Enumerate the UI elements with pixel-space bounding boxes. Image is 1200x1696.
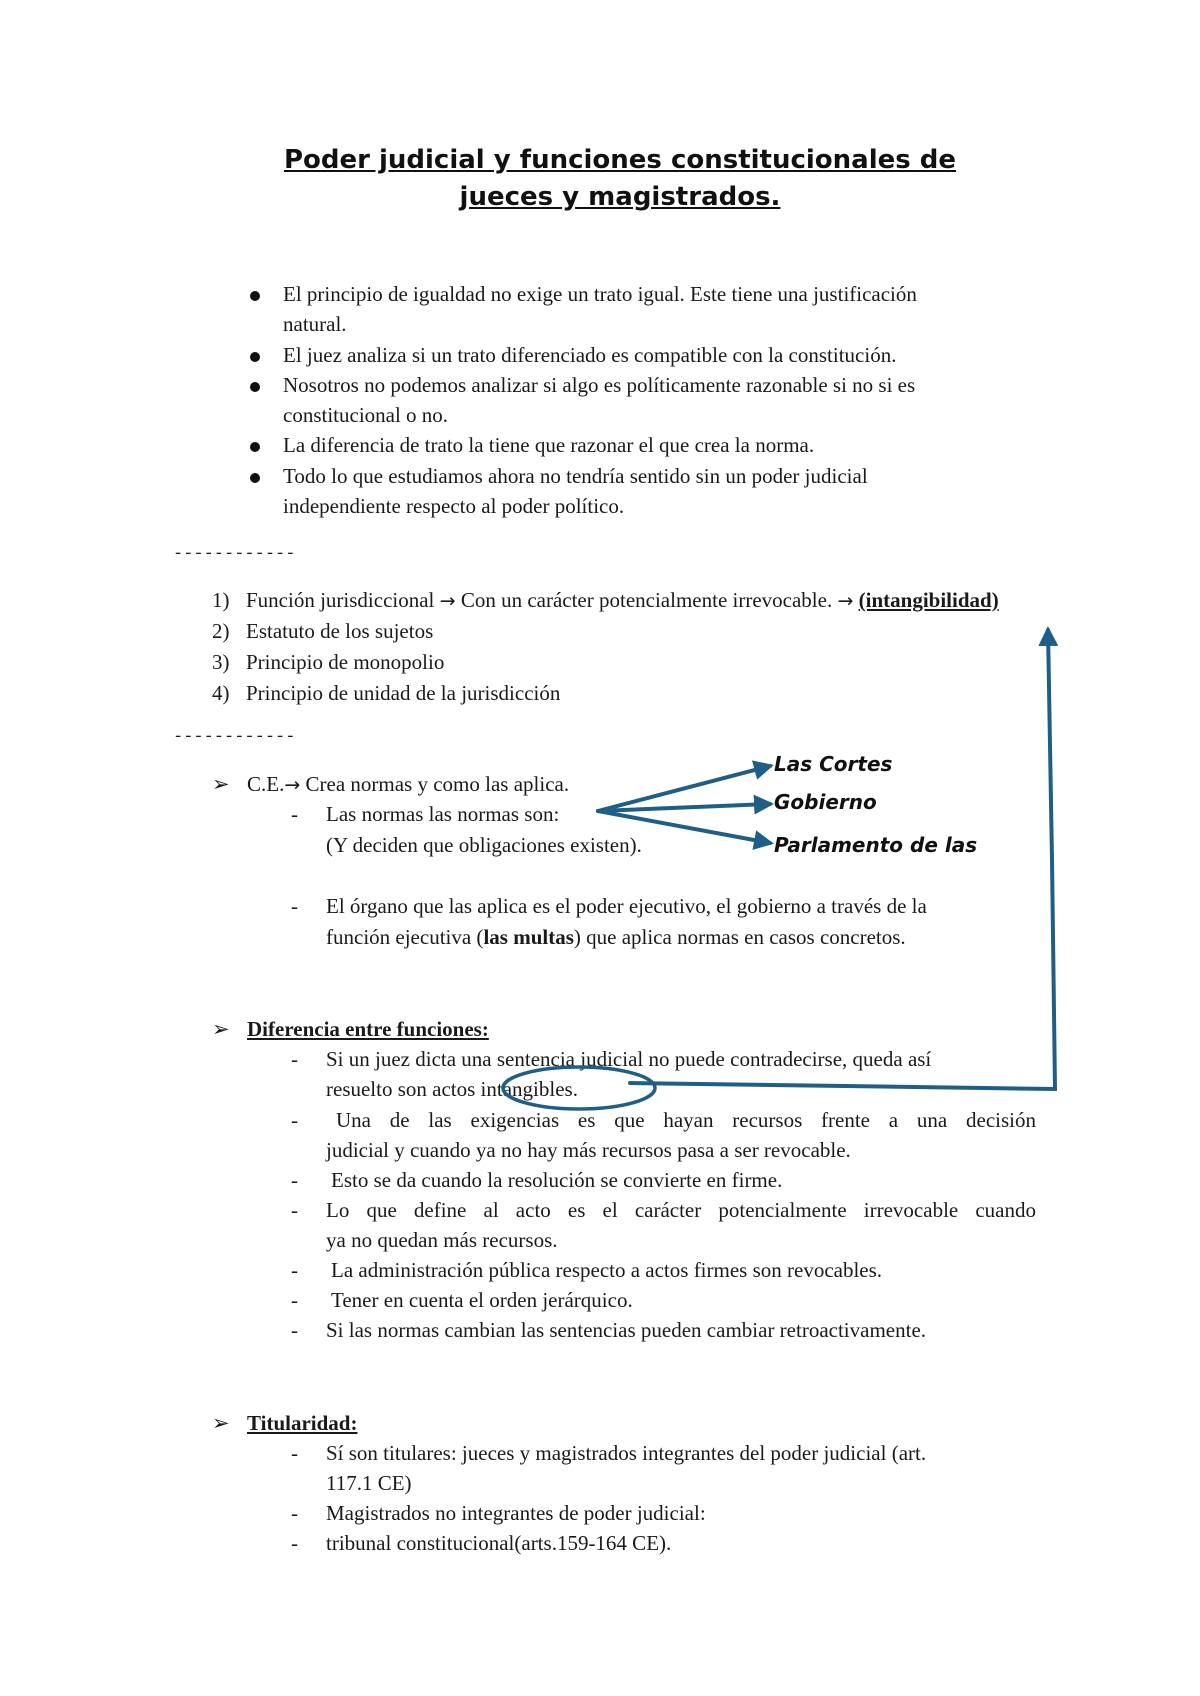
bullet-3-line-1: Nosotros no podemos analizar si algo es políticamente razonable si no si es <box>283 373 916 397</box>
organ-line-2-a: función ejecutiva ( <box>326 925 484 949</box>
intangibilidad-label: (intangibilidad) <box>858 588 999 612</box>
las-multas: las multas <box>483 925 574 949</box>
annotation-parlamento: Parlamento de las <box>774 833 978 855</box>
item-1-part-a: Función jurisdiccional <box>246 588 435 612</box>
chevron-bullet-icon: ➢ <box>212 1017 230 1041</box>
list-number: 4) <box>212 681 230 705</box>
diferencia-line-2-a: resuelto son actos <box>326 1077 481 1101</box>
list-number: 3) <box>212 650 230 674</box>
dash-bullet: - <box>291 1108 298 1132</box>
list-number: 1) <box>212 588 230 612</box>
diferencia-line-9: Tener en cuenta el orden jerárquico. <box>331 1288 633 1312</box>
dash-bullet: - <box>291 1047 298 1071</box>
arrow-glyph: → <box>837 590 854 612</box>
organ-line-1: El órgano que las aplica es el poder ejecutivo, el gobierno a través de la <box>326 894 927 918</box>
dash-bullet: - <box>291 1198 298 1222</box>
bullet-5-line-2: independiente respecto al poder político. <box>283 494 625 518</box>
dash-bullet: - <box>291 1531 298 1555</box>
dash-bullet: - <box>291 894 298 918</box>
bullet-3-line-2: constitucional o no. <box>283 403 449 427</box>
diferencia-line-5: Esto se da cuando la resolución se convierte en firme. <box>331 1168 783 1192</box>
arrow-glyph: → <box>284 774 301 796</box>
bullet-1-line-2: natural. <box>283 312 347 336</box>
separator: ------------ <box>173 728 296 747</box>
list-number: 2) <box>212 619 230 643</box>
titularidad-line-3: Magistrados no integrantes de poder judicial: <box>326 1501 706 1525</box>
dash-bullet: - <box>291 1168 298 1192</box>
title-line-2: jueces y magistrados. <box>459 182 781 212</box>
numbered-item-2: Estatuto de los sujetos <box>246 619 434 643</box>
diferencia-line-4: judicial y cuando ya no hay más recursos pasa a ser revocable. <box>326 1138 851 1162</box>
ce-heading-b: Crea normas y como las aplica. <box>305 772 570 796</box>
diferencia-line-8: La administración pública respecto a actos firmes son revocables. <box>331 1258 883 1282</box>
diferencia-heading: Diferencia entre funciones: <box>247 1017 489 1041</box>
dash-bullet: - <box>291 1318 298 1342</box>
titularidad-line-1: Sí son titulares: jueces y magistrados integrantes del poder judicial (art. <box>326 1441 927 1465</box>
item-1-part-b: Con un carácter potencialmente irrevocable. <box>460 588 833 612</box>
ce-line-1: Las normas las normas son: <box>326 802 560 826</box>
diferencia-line-10: Si las normas cambian las sentencias pueden cambiar retroactivamente. <box>326 1318 927 1342</box>
arrow-to-intangibilidad <box>630 630 1055 1089</box>
intangibles-word: intangibles. <box>480 1077 578 1101</box>
titularidad-line-2: 117.1 CE) <box>326 1471 412 1495</box>
bullet-2-line-1: El juez analiza si un trato diferenciado es compatible con la constitución. <box>283 343 897 367</box>
bullet-5-line-1: Todo lo que estudiamos ahora no tendría sentido sin un poder judicial <box>283 464 868 488</box>
titularidad-heading: Titularidad: <box>247 1411 358 1435</box>
numbered-item-4: Principio de unidad de la jurisdicción <box>246 681 561 705</box>
chevron-bullet-icon: ➢ <box>212 1411 230 1435</box>
diferencia-line-6: Lo que define al acto es el carácter potencialmente irrevocable cuando <box>326 1198 1036 1222</box>
arrow-glyph: → <box>439 590 456 612</box>
dash-bullet: - <box>291 1258 298 1282</box>
diferencia-line-3: Una de las exigencias es que hayan recursos frente a una decisión <box>336 1108 1036 1132</box>
dash-bullet: - <box>291 1441 298 1465</box>
ce-line-2: (Y deciden que obligaciones existen). <box>326 833 642 857</box>
annotation-gobierno: Gobierno <box>774 790 877 814</box>
diferencia-line-7: ya no quedan más recursos. <box>326 1228 558 1252</box>
annotation-las-cortes: Las Cortes <box>774 752 893 776</box>
separator: ------------ <box>173 545 296 564</box>
title-line-1: Poder judicial y funciones constitucionales de <box>283 145 957 175</box>
arrow-to-parlamento <box>598 811 770 843</box>
bullet-4-line-1: La diferencia de trato la tiene que razonar el que crea la norma. <box>283 433 815 457</box>
ce-heading-a: C.E. <box>247 772 285 796</box>
numbered-item-3: Principio de monopolio <box>246 650 445 674</box>
bullet-1-line-1: El principio de igualdad no exige un trato igual. Este tiene una justificación <box>283 282 917 306</box>
titularidad-line-4: tribunal constitucional(arts.159-164 CE). <box>326 1531 672 1555</box>
organ-line-2-c: ) que aplica normas en casos concretos. <box>573 925 906 949</box>
intangibles-circle <box>503 1067 655 1109</box>
dash-bullet: - <box>291 1501 298 1525</box>
chevron-bullet-icon: ➢ <box>212 772 230 796</box>
dash-bullet: - <box>291 802 298 826</box>
diferencia-line-1: Si un juez dicta una sentencia judicial no puede contradecirse, queda así <box>326 1047 932 1071</box>
dash-bullet: - <box>291 1288 298 1312</box>
